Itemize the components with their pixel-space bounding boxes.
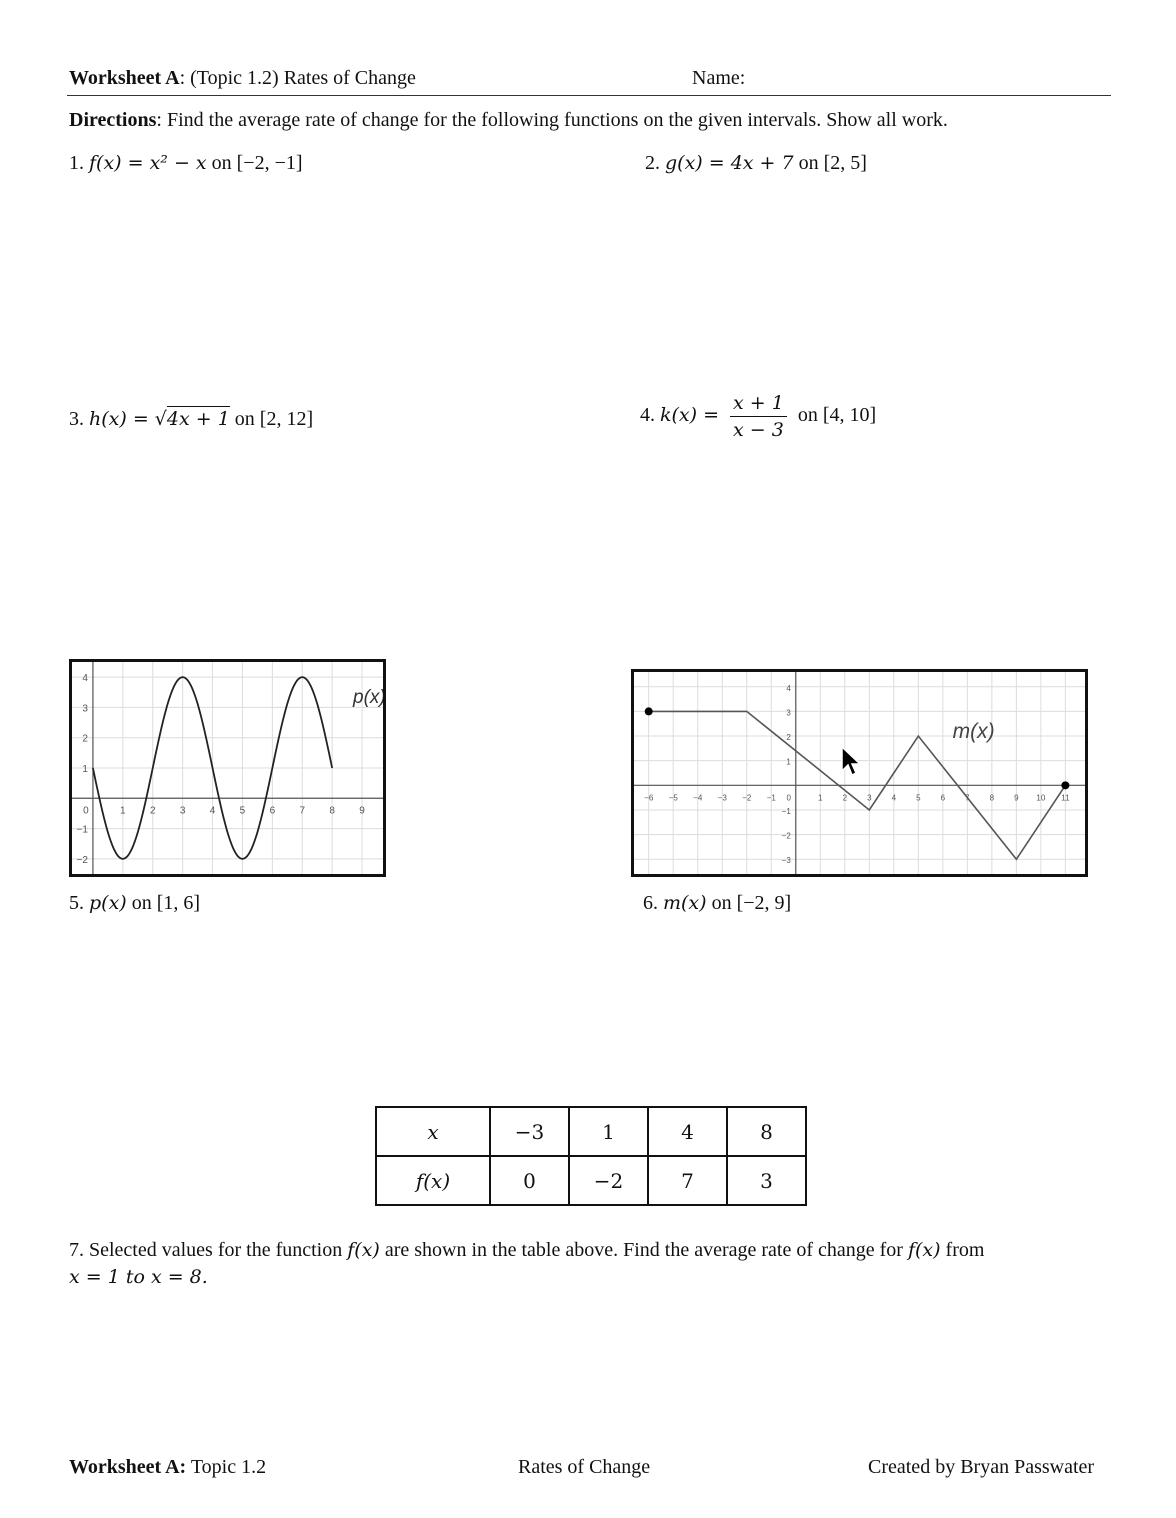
table-cell: 4 — [648, 1107, 727, 1156]
question-number: 7. — [69, 1239, 84, 1261]
curve-label-m: m(x) — [952, 720, 995, 744]
question-5 — [69, 892, 200, 915]
y-tick-label: 2 — [786, 733, 791, 743]
x-tick-label: 1 — [818, 793, 823, 803]
x-tick-label: 6 — [940, 793, 946, 803]
x-tick-label: −3 — [717, 793, 727, 803]
footer-left-rest: Topic 1.2 — [186, 1456, 267, 1478]
x-tick-label: 2 — [842, 793, 848, 803]
graph-p — [69, 659, 386, 877]
x-tick-label: 7 — [965, 793, 970, 803]
table-row-fx — [376, 1156, 806, 1205]
closed-endpoint — [645, 707, 653, 715]
y-tick-label: −2 — [781, 831, 791, 841]
question-text: are shown in the table above. Find the average rate of change for — [379, 1239, 908, 1261]
row-header-label: f(x) — [415, 1168, 451, 1193]
question-function: k(x) = — [660, 404, 720, 427]
footer-center: Rates of Change — [518, 1456, 651, 1478]
question-2 — [645, 152, 867, 175]
worksheet-title-rest: : (Topic 1.2) Rates of Change — [179, 67, 416, 89]
question-text: x = 1 to x = 8. — [69, 1266, 208, 1288]
x-tick-label: −2 — [742, 793, 752, 803]
question-interval: on [1, 6] — [131, 892, 201, 914]
y-tick-label: 3 — [82, 703, 88, 715]
footer-left-bold: Worksheet A: — [69, 1456, 187, 1478]
fraction-denominator: x − 3 — [733, 419, 784, 441]
y-tick-label: −1 — [76, 824, 88, 836]
x-tick-label: −1 — [766, 793, 776, 803]
question-3 — [69, 408, 313, 431]
footer-right: Created by Bryan Passwater — [868, 1456, 1095, 1478]
question-interval: on [−2, 9] — [711, 892, 792, 914]
values-table — [375, 1106, 807, 1206]
table-cell: −3 — [490, 1107, 569, 1156]
x-tick-label: 0 — [786, 793, 791, 803]
x-tick-label: 9 — [359, 805, 365, 817]
question-7 — [69, 1237, 984, 1291]
question-function: f(x) — [907, 1239, 941, 1261]
question-function: f(x) — [347, 1239, 380, 1261]
x-tick-label: 8 — [329, 805, 335, 817]
x-tick-label: 3 — [179, 805, 186, 817]
footer-left — [69, 1456, 266, 1479]
question-function: p(x) — [89, 892, 127, 914]
x-tick-label: 1 — [120, 805, 126, 817]
table-cell: −2 — [569, 1156, 648, 1205]
x-tick-label: −6 — [644, 793, 654, 803]
question-number: 3. — [69, 408, 84, 430]
table-cell: 3 — [727, 1156, 806, 1205]
question-interval: on [2, 5] — [798, 152, 867, 174]
y-tick-label: 1 — [786, 757, 791, 767]
table-cell: 0 — [490, 1156, 569, 1205]
x-tick-label: 4 — [891, 793, 897, 803]
worksheet-title-bold: Worksheet A — [69, 67, 180, 89]
x-tick-label: 2 — [149, 805, 156, 817]
x-tick-label: −4 — [693, 793, 703, 803]
y-tick-label: 2 — [82, 733, 88, 745]
question-1 — [69, 152, 303, 175]
y-tick-label: 3 — [786, 708, 791, 718]
question-number: 1. — [69, 152, 84, 174]
x-tick-label: 9 — [1014, 793, 1019, 803]
x-tick-label: −5 — [668, 793, 678, 803]
question-number: 6. — [643, 892, 658, 914]
y-tick-label: −2 — [76, 854, 88, 866]
question-function: f(x) = x² − x — [89, 152, 207, 174]
question-interval: on [−2, −1] — [211, 152, 303, 174]
question-function: m(x) — [663, 892, 707, 914]
y-tick-label: −3 — [781, 856, 791, 866]
header-divider — [67, 95, 1111, 96]
radicand: 4x + 1 — [166, 408, 230, 430]
x-tick-label: 5 — [916, 793, 921, 803]
question-interval: on [4, 10] — [797, 404, 877, 427]
y-tick-label: 4 — [82, 673, 88, 685]
worksheet-title — [69, 67, 416, 90]
directions-text: : Find the average rate of change for the following functions on the given intervals. Show all work. — [156, 109, 948, 131]
y-tick-label: 1 — [82, 764, 88, 775]
question-text: from — [940, 1239, 985, 1261]
x-tick-label: 5 — [239, 805, 246, 817]
x-tick-label: 8 — [989, 793, 995, 803]
y-tick-label: 4 — [786, 683, 791, 693]
question-number: 2. — [645, 152, 660, 174]
directions-label: Directions — [69, 109, 157, 131]
question-6 — [643, 892, 791, 915]
x-tick-label: 11 — [1061, 793, 1070, 803]
y-tick-label: −1 — [781, 806, 791, 816]
question-function: g(x) = 4x + 7 — [665, 152, 794, 174]
question-text: Selected values for the function — [89, 1239, 348, 1261]
x-tick-label: 3 — [867, 793, 872, 803]
question-number: 4. — [640, 404, 655, 427]
table-cell: 7 — [648, 1156, 727, 1205]
row-header-label: x — [427, 1119, 439, 1144]
fraction-numerator: x + 1 — [730, 392, 787, 417]
table-cell: 1 — [569, 1107, 648, 1156]
table-row-x — [376, 1107, 806, 1156]
closed-endpoint — [1061, 781, 1069, 789]
x-tick-label: 4 — [209, 805, 216, 817]
mouse-pointer-icon — [840, 745, 864, 779]
x-tick-label: 7 — [299, 805, 306, 817]
question-number: 5. — [69, 892, 84, 914]
question-4 — [640, 392, 876, 441]
table-cell: 8 — [727, 1107, 806, 1156]
x-tick-label: 10 — [1036, 793, 1046, 803]
x-tick-label: 6 — [269, 805, 276, 817]
x-tick-label: 0 — [83, 805, 89, 817]
graph-p-svg — [72, 662, 383, 874]
name-label: Name: — [692, 67, 746, 89]
question-interval: on [2, 12] — [234, 408, 314, 430]
row-header — [376, 1107, 490, 1156]
curve-label-p: p(x) — [353, 687, 383, 708]
question-function: h(x) = √ — [89, 408, 167, 430]
fraction — [730, 392, 787, 441]
directions — [69, 109, 948, 132]
row-header — [376, 1156, 490, 1205]
